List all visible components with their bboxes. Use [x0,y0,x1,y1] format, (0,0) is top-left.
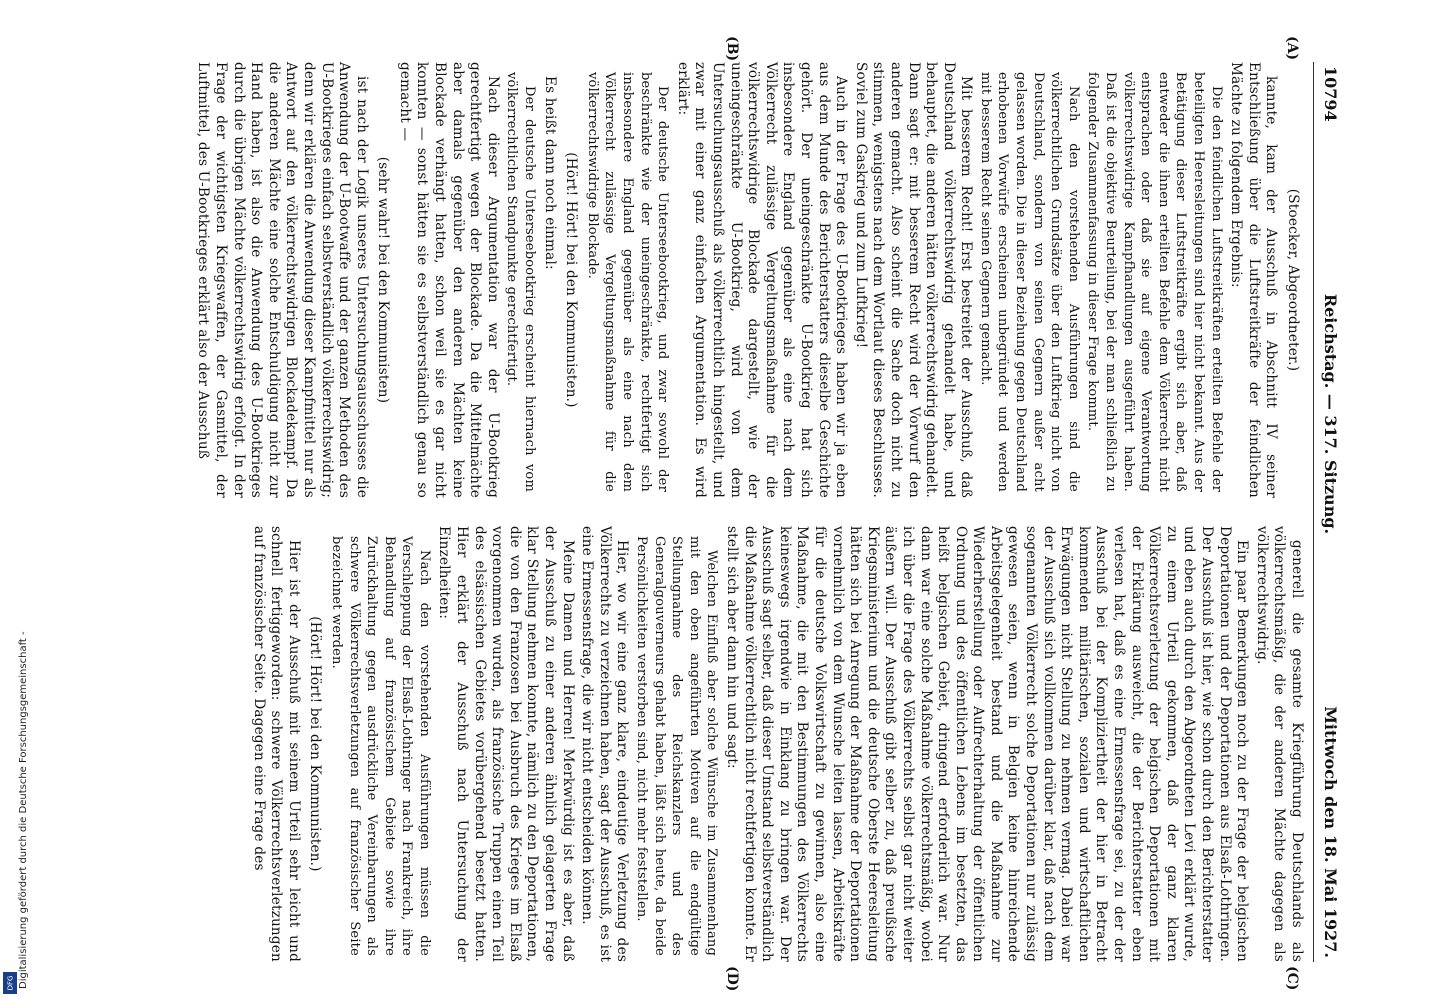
quote-paragraph: Der deutsche Unterseebootkrieg erscheint hiernach vom völkerrechtlichen Standpunkte gerechtfertigt. [504,72,538,492]
margin-mark-d: (D) [724,966,740,992]
margin-mark-a: (A) [1284,36,1300,61]
paragraph: kannte, kam der Ausschuß in Abschnitt IV seiner Entschließung über die Luftstreitkräfte der feindlichen Mächte zu folgendem Ergebnis: [1228,62,1280,498]
page-date: Mittwoch den 18. Mai 1927. [1321,706,1340,958]
page-number: 10794 [1321,66,1340,122]
interjection: (Hört! Hört! bei den Kommunisten.) [563,152,580,408]
page-header [1313,62,1340,962]
paragraph: Auch in der Frage des U-Bootkrieges haben wir ja eben aus dem Munde des Berichterstatters dieselbe Geschichte gehört. Der uneingeschränkte U-Bootkrieg hat sich insbesondere England gegenüber als eine nach dem Völkerrecht zulässige Vergeltungsmaßnahme für die völkerrechtswidrige Blockade dargestellt, wie der uneingeschränkte U-Bootkrieg, wird von dem Untersuchungsausschuß als völkerrechtlich hingestellt, und zwar mit einer ganz einfachen Argumentation. Es wird erklärt: [674,62,850,498]
paragraph: generell die gesamte Kriegführung Deutschlands als völkerrechtsmäßig, die der anderen Mächte dagegen als völkerrechtswidrig. [1253,526,1305,962]
page-header-title: Reichstag. — 317. Sitzung. [1321,293,1340,535]
margin-mark-c: (C) [1284,966,1300,991]
margin-mark-b: (B) [724,36,740,62]
right-column [125,526,1305,962]
paragraph: ist nach der Logik unseres Untersuchungsausschusses die Anwendung der U-Bootwaffe und der ganzen Methoden des U-Bootkrieges einfach selbstverständlich völkerrechtswidrig; denn wir erklären die Anwendung dieser Kampfmittel nur als Antwort auf den völkerrechtswidrigen Blockadekampf. Da die anderen Mächte eine solche Entschuldigung nicht zur Hand haben, ist also die Anwendung des U-Bootkrieges durch die übrigen Mächte völkerrechtswidrig erfolgt. In der Frage der wichtigsten Kriegswaffen, der Gasmittel, der Luftmittel, des U-Bootkrieges erklärt also der Ausschuß [195,62,370,498]
paragraph: Mit besserem Recht! Erst bestreitet der Ausschuß, daß Deutschland völkerrechtswidrig gehandelt habe, und behauptet, die anderen hätten völkerrechtswidrig gehandelt. Dann sagt er: mit besserem Recht wird der Vorwurf den anderen gemacht. Also scheint die Sache doch nicht zu stimmen, wenigstens nach dem Wortlaut dieses Beschlusses. Soviel zum Gaskrieg und zum Luftkrieg! [852,62,975,498]
quote-paragraph: Nach den vorstehenden Ausführungen sind die völkerrechtlichen Grundsätze über den Luftkrieg nicht von Deutschland, sondern von seinen Gegnern außer acht gelassen worden. Die in dieser Beziehung gegen Deutschland erhobenen Vorwürfe erscheinen unbegründet und werden mit besserem Recht seinen Gegnern gemacht. [977,72,1081,492]
paragraph: Es heißt dann noch einmal: [541,76,558,270]
paragraph: Ein paar Bemerkungen noch zu der Frage der belgischen Deportationen und der Deportationen aus Elsaß-Lothringen. Der Ausschuß ist hier, wie schon durch den Berichterstatter und eben auch durch den Abgeordneten Levi erklärt wurde, zu einem Urteil gekommen, daß der ganz klaren Völkerrechtsverletzung der belgischen Deportationen mit der Erklärung ausweicht, die der Berichterstatter eben verlesen hat, daß es eine Ermessensfrage sei, zu der der Ausschuß bei der Kompliziertheit der hier in Betracht kommenden militärischen, sozialen und wirtschaftlichen Erwägungen nicht Stellung zu nehmen vermag. Dabei war der Ausschuß sich vollkommen darüber klar, daß nach dem sogenannten Völkerrecht solche Deportationen nur zulässig gewesen seien, wenn in Belgien keine hinreichende Arbeitsgelegenheit bestand und die Maßnahme zur Wiederherstellung oder Aufrechterhaltung der öffentlichen Ordnung und des öffentlichen Lebens im besetzten, das heißt belgischen Gebiet, dringend erforderlich war. Nur dann war eine solche Maßnahme völkerrechtsmäßig, wobei ich über die Frage des Völkerrechts selbst gar nicht weiter äußern will. Der Ausschuß gibt selber zu, daß preußische Kriegsministerium und die deutsche Oberste Heeresleitung hätten sich bei Anregung der Maßnahme der Deportationen vornehmlich von dem Wunsche leiten lassen, Arbeitskräfte für die deutsche Volkswirtschaft zu gewinnen, also eine Maßnahme, die mit den Bestimmungen des Völkerrechts keineswegs irgendwie in Einklang zu bringen war. Der Ausschuß sagt selber, daß dieser Umstand selbstverständlich die Maßnahme völkerrechtlich nicht rechtfertigen konnte. Er stellt sich aber dann hin und sagt: [724,526,1251,962]
quote-paragraph: Der deutsche Unterseebootkrieg, und zwar sowohl der beschränkte wie der uneingeschränkte, rechtfertigt sich insbesondere England gegenüber als eine nach dem Völkerrecht zulässige Vergeltungsmaßnahme für die völkerrechtswidrige Blockade. [584,72,671,492]
digitization-note: Digitalisierung gefördert durch die Deutsche Forschungsgemeinschaft - [18,631,29,989]
digitization-footer [4,594,29,994]
quote-paragraph: Nach den vorstehenden Ausführungen müssen die Verschleppung der Elsaß-Lothringer nach Frankreich, ihre Behandlung auf französischem Gebiete sowie ihre Zurückhaltung gegen ausdrückliche Vereinbarungen als schwere Völkerrechtsverletzungen auf französischer Seite bezeichnet werden. [328,536,432,956]
interjection: (Hört! Hört! bei den Kommunisten.) [307,616,324,872]
speaker-label: (Stoecker, Abgeordneter.) [1285,188,1301,372]
text-columns [125,62,1305,962]
paragraph: Hier, wo wir eine ganz klare, eindeutige Verletzung des Völkerrechts zu verzeichnen haben, sagt der Ausschuß, es ist eine Ermessensfrage, die wir nicht entscheiden können. [579,526,631,962]
interjection: (sehr wahr! bei den Kommunisten) [375,156,392,404]
dfg-logo: DFG [3,972,17,994]
paragraph: Nach dieser Argumentation war der U-Bootkrieg gerechtfertigt wegen der Blockade. Da die Mittelmächte aber damals gegenüber den anderen Mächten keine Blockade verhängt hatten, schon weil sie es gar nicht konnten — sonst hätten sie es selbstverständlich genau so gemacht — [396,62,501,498]
paragraph: Meine Damen und Herren! Merkwürdig ist es aber, daß der Ausschuß zu einer anderen ähnlich gelagerten Frage klar Stellung nehmen konnte, nämlich zu den Deportationen, die von den Franzosen bei Ausbruch des Krieges im Elsaß vorgenommen wurden, als französische Truppen einen Teil des elsässischen Gebietes vorübergehend besetzt hatten. Hier erklärt der Ausschuß nach Untersuchung der Einzelheiten: [436,526,576,962]
left-column [125,62,1305,498]
quote-paragraph: Die den feindlichen Luftstreitkräften erteilten Befehle der beteiligten Heeresleitungen sind hier nicht bekannt. Aus der Betätigung dieser Luftstreitkräfte ergibt sich aber, daß entweder die ihnen erteilten Befehle dem Völkerrecht nicht entsprachen oder daß sie auf eigene Verantwortung völkerrechtswidrige Kampfhandlungen ausgeführt haben. Daß ist die objektive Beurteilung, bei der man schließlich zu folgender Zusammenfassung in dieser Frage kommt. [1085,72,1224,492]
rotated-page-content [90,36,1340,992]
quote-paragraph: Welchen Einfluß aber solche Wünsche im Zusammenhang mit den oben angeführten Motiven auf die endgültige Stellungnahme des Reichskanzlers und des Generalgouverneurs gehabt haben, läßt sich heute, da beide Persönlichkeiten verstorben sind, nicht mehr feststellen. [634,536,720,956]
paragraph: Hier ist der Ausschuß mit seinem Urteil sehr leicht und schnell fertiggeworden: schwere Völkerrechtsverletzungen auf französischer Seite. Dagegen eine Frage des [250,526,302,962]
